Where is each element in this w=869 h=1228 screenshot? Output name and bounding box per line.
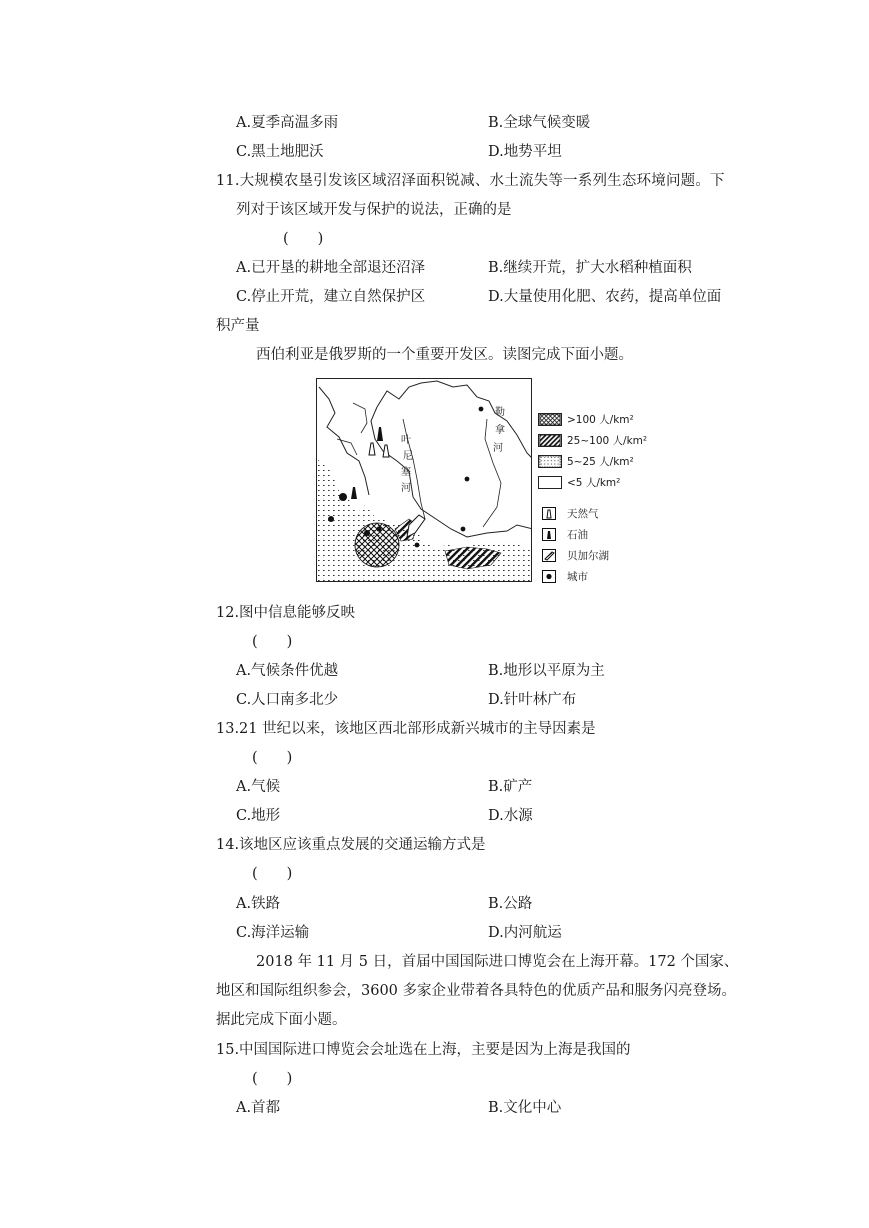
q14-stem: 14.该地区应该重点发展的交通运输方式是: [216, 837, 486, 853]
legend-item-gas: [538, 504, 668, 525]
coastline: [319, 381, 532, 495]
q11-option-c: C.停止开荒，建立自然保护区: [236, 289, 426, 305]
legend-label: >100 人/km²: [567, 414, 634, 426]
expo-intro-line1: 2018 年 11 月 5 日，首届中国国际进口博览会在上海开幕。172 个国家、: [256, 954, 739, 970]
siberia-map: [316, 378, 532, 582]
q13-option-a: A.气候: [236, 779, 281, 795]
legend-label: 城市: [567, 571, 588, 583]
q15-stem: 15.中国国际进口博览会会址选在上海，主要是因为上海是我国的: [216, 1042, 631, 1058]
oil-icon: [542, 528, 556, 541]
crosshatch-swatch-icon: [538, 413, 562, 426]
q13-option-b: B.矿产: [488, 779, 533, 795]
siberia-intro: 西伯利亚是俄罗斯的一个重要开发区。读图完成下面小题。: [256, 347, 633, 363]
q14-answer-paren: ( ): [252, 866, 293, 882]
q11-answer-paren: ( ): [283, 231, 324, 247]
q14-option-b: B.公路: [488, 896, 533, 912]
lake-icon: [542, 549, 556, 562]
city-icon: [542, 570, 556, 583]
legend-label: 25~100 人/km²: [567, 435, 648, 447]
map-legend: [538, 410, 668, 588]
river-label-char: 叶: [401, 435, 411, 446]
q10-option-b: B.全球气候变暖: [488, 115, 591, 131]
legend-item-5-25: [538, 452, 668, 473]
q11-stem-line1: 11.大规模农垦引发该区域沼泽面积锐减、水土流失等一系列生态环境问题。下: [216, 173, 725, 189]
expo-intro-line3: 据此完成下面小题。: [216, 1012, 347, 1028]
city-dot: [328, 516, 334, 522]
q13-stem: 13.21 世纪以来，该地区西北部形成新兴城市的主导因素是: [216, 721, 596, 737]
q14-option-a: A.铁路: [236, 896, 281, 912]
river-label-char: 拿: [495, 425, 505, 436]
q12-option-a: A.气候条件优越: [236, 663, 339, 679]
legend-label: 石油: [567, 529, 588, 541]
legend-label: 天然气: [567, 508, 599, 520]
q14-option-c: C.海洋运输: [236, 925, 310, 941]
legend-item-lake: [538, 546, 668, 567]
southern-boundary: [371, 407, 532, 537]
q13-answer-paren: ( ): [252, 750, 293, 766]
q11-option-d: D.大量使用化肥、农药，提高单位面: [488, 289, 722, 305]
q11-option-d-continued: 积产量: [216, 318, 260, 334]
q11-option-a: A.已开垦的耕地全部退还沼泽: [236, 260, 426, 276]
q15-answer-paren: ( ): [252, 1071, 293, 1087]
q12-option-d: D.针叶林广布: [488, 692, 577, 708]
q10-option-d: D.地势平坦: [488, 144, 562, 160]
legend-item-city: [538, 567, 668, 588]
siberia-map-svg: [317, 379, 532, 582]
city-dot: [479, 407, 484, 412]
legend-label: <5 人/km²: [567, 477, 621, 489]
q15-option-a: A.首都: [236, 1100, 281, 1116]
q12-option-b: B.地形以平原为主: [488, 663, 605, 679]
inlet-lines: [337, 403, 367, 455]
river-label-char: 河: [401, 483, 411, 494]
city-dot: [339, 493, 347, 501]
legend-item-under-5: [538, 473, 668, 494]
q15-option-b: B.文化中心: [488, 1100, 562, 1116]
legend-item-25-100: [538, 431, 668, 452]
q10-option-a: A.夏季高温多雨: [236, 115, 339, 131]
oil-symbol-west: [351, 487, 357, 499]
river-label-char: 尼: [403, 451, 413, 462]
river-label-char: 塞: [401, 467, 411, 478]
expo-intro-line2: 地区和国际组织参会，3600 多家企业带着各具特色的优质产品和服务闪亮登场。: [216, 983, 737, 999]
q11-option-b: B.继续开荒，扩大水稻种植面积: [488, 260, 692, 276]
legend-label: 5~25 人/km²: [567, 456, 634, 468]
q13-option-c: C.地形: [236, 808, 281, 824]
q11-stem-line2: 列对于该区域开发与保护的说法，正确的是: [236, 202, 512, 218]
oil-symbol-north: [377, 427, 383, 441]
q12-answer-paren: ( ): [252, 634, 293, 650]
q12-option-c: C.人口南多北少: [236, 692, 339, 708]
legend-label: 贝加尔湖: [567, 550, 609, 562]
legend-item-oil: [538, 525, 668, 546]
q10-option-c: C.黑土地肥沃: [236, 144, 324, 160]
legend-item-over-100: [538, 410, 668, 431]
gas-symbol-north-2: [369, 443, 375, 455]
blank-swatch-icon: [538, 476, 562, 489]
q13-option-d: D.水源: [488, 808, 533, 824]
gas-symbol-north: [383, 445, 389, 457]
city-dot: [376, 526, 381, 531]
river-label-char: 河: [493, 443, 503, 454]
river-label-char: 勒: [495, 407, 505, 418]
q14-option-d: D.内河航运: [488, 925, 562, 941]
dots-swatch-icon: [538, 455, 562, 468]
gas-icon: [542, 507, 556, 520]
city-dot: [465, 477, 470, 482]
city-dot: [461, 527, 466, 532]
city-dot: [364, 530, 370, 536]
q12-stem: 12.图中信息能够反映: [216, 605, 356, 621]
diagonal-swatch-icon: [538, 434, 562, 447]
city-dot: [415, 543, 420, 548]
